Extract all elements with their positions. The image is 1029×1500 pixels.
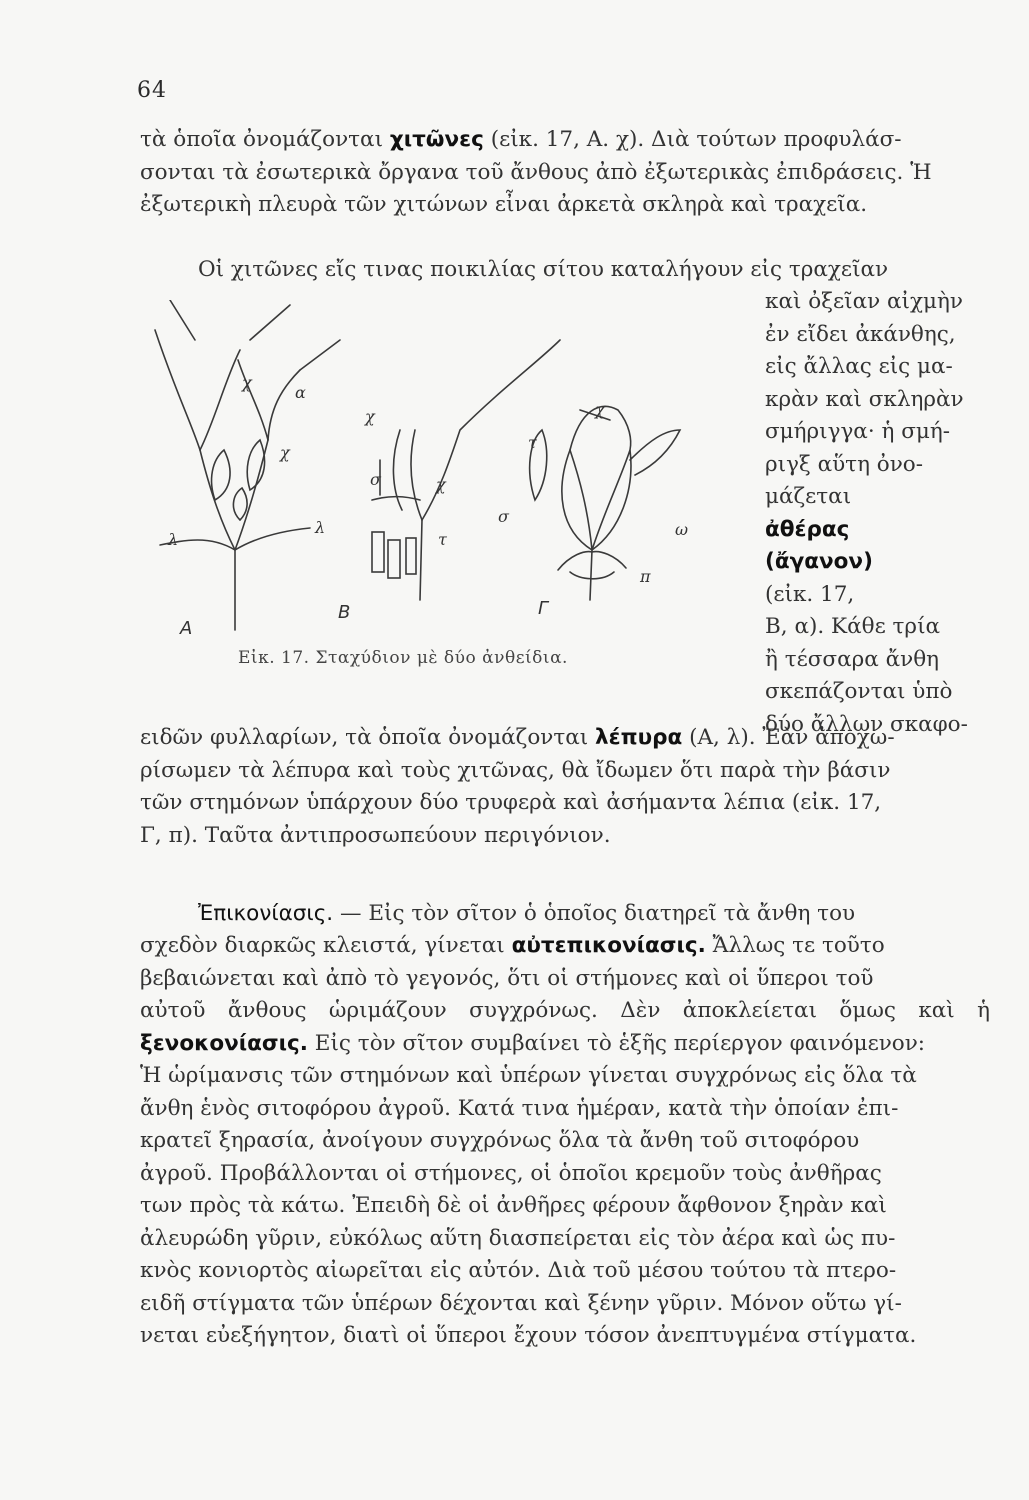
spikelet-illustration [140, 300, 750, 660]
text-line: τὰ ὁποῖα ὀνομάζονται χιτῶνες (εἰκ. 17, Α. χ). Διὰ τούτων προφυλάσ- [140, 127, 902, 152]
fig-label-tau: τ [528, 433, 537, 452]
text-line: ἀλευρώδη γῦριν, εὐκόλως αὕτη διασπείρεται εἰς τὸν ἀέρα καὶ ὡς πυ- [140, 1225, 896, 1251]
text-line: των πρὸς τὰ κάτω. Ἐπειδὴ δὲ οἱ ἀνθῆρες φέρουν ἄφθονον ξηρὰν καὶ [140, 1193, 887, 1218]
figure-wheat-spikelet [140, 300, 750, 660]
term-xenokoniasis: ξενοκονίασις. [140, 1030, 308, 1056]
panel-label-c: Γ [538, 598, 549, 619]
panel-label-b: Β [338, 602, 351, 623]
text-line: ρίσωμεν τὰ λέπυρα καὶ τοὺς χιτῶνας, θὰ ἴδωμεν ὅτι παρὰ τὴν βάσιν [140, 757, 891, 783]
paragraph-atheras-first-line [140, 254, 990, 287]
term-chitones: χιτῶνες [389, 127, 484, 152]
term-aganon: (ἄγανον) [765, 549, 873, 574]
fig-label-chi: χ [365, 407, 375, 426]
text-line: ἐξωτερικὴ πλευρὰ τῶν χιτώνων εἶναι ἀρκετὰ σκληρὰ καὶ τραχεῖα. [140, 192, 868, 217]
term-lepyra: λέπυρα [595, 725, 683, 750]
fig-label-lambda: λ [315, 518, 326, 537]
panel-c-drawing [530, 406, 680, 600]
fig-label-sigma: σ [370, 470, 381, 489]
term-autepikoniasis: αὐτεπικονίασις. [511, 933, 706, 958]
text-line: νεται εὐεξήγητον, διατὶ οἱ ὕπεροι ἔχουν τόσον ἀνεπτυγμένα στίγματα. [140, 1323, 917, 1348]
text-line: ειδῶν φυλλαρίων, τὰ ὁποῖα ὀνομάζονται λέπυρα (Α, λ). Ἐὰν ἀποχω- [140, 725, 895, 750]
fig-label-chi: χ [242, 373, 252, 392]
text-line: ἀγροῦ. Προβάλλονται οἱ στήμονες, οἱ ὁποῖοι κρεμοῦν τοὺς ἀνθῆρας [140, 1160, 882, 1186]
text-line: Γ, π). Ταῦτα ἀντιπροσωπεύουν περιγόνιον. [140, 822, 611, 848]
text-line: αὐτοῦ ἄνθους ὡριμάζουν συγχρόνως. Δὲν ἀποκλείεται ὅμως καὶ ἡ ξενοκονίασις. Εἰς τὸν σῖτον συμβαίνει τὸ ἑξῆς περίεργον φαινόμενον: [140, 998, 990, 1056]
fig-label-pi: π [640, 567, 651, 586]
wrapped-text-column: καὶ ὀξεῖαν αἰχμὴν ἐν εἴδει ἀκάνθης, εἰς ἄλλας εἰς μα- κρὰν καὶ σκληρὰν σμήριγγα· ἡ σμή- ριγξ αὕτη ὀνο- μάζεται ἀθέρας (ἄγανον) (εἰκ. 17, Β, α). Κάθε τρία ἢ τέσσαρα ἄνθη σκεπάζονται ὑπὸ δύο ἄλλων σκαφο- [765, 289, 968, 737]
fig-label-chi: χ [280, 443, 290, 462]
text-line: κρατεῖ ξηρασία, ἀνοίγουν συγχρόνως ὅλα τὰ ἄνθη τοῦ σιτοφόρου [140, 1128, 860, 1153]
text-line: τῶν στημόνων ὑπάρχουν δύο τρυφερὰ καὶ ἀσήμαντα λέπια (εἰκ. 17, [140, 790, 882, 815]
page-number: 64 [137, 78, 167, 103]
fig-label-lambda: λ [168, 530, 179, 549]
text-line: ἄνθη ἑνὸς σιτοφόρου ἀγροῦ. Κατά τινα ἡμέραν, κατὰ τὴν ὁποίαν ἐπι- [140, 1095, 899, 1121]
text-line: Ἐπικονίασις. — Εἰς τὸν σῖτον ὁ ὁποῖος διατηρεῖ τὰ ἄνθη του [198, 901, 856, 926]
section-heading-epikoniasis: Ἐπικονίασις. [198, 901, 334, 926]
panel-b-drawing [372, 340, 560, 600]
text-line: σχεδὸν διαρκῶς κλειστά, γίνεται αὐτεπικονίασις. Ἄλλως τε τοῦτο [140, 933, 885, 958]
fig-label-chi: χ [436, 475, 446, 494]
figure-caption: Εἰκ. 17. Σταχύδιον μὲ δύο ἀνθείδια. [238, 648, 568, 668]
fig-label-chi: χ [595, 400, 605, 419]
panel-label-a: Α [180, 618, 193, 639]
paragraph-pollination-body [140, 930, 990, 1353]
text-line: κνὸς κονιορτὸς αἰωρεῖται εἰς αὐτόν. Διὰ τοῦ μέσου τούτου τὰ πτερο- [140, 1258, 897, 1283]
text-line: ειδῆ στίγματα τῶν ὑπέρων δέχονται καὶ ξένην γῦριν. Μόνον οὕτω γί- [140, 1290, 902, 1316]
fig-label-omega: ω [675, 520, 689, 539]
text-line: βεβαιώνεται καὶ ἀπὸ τὸ γεγονός, ὅτι οἱ στήμονες καὶ οἱ ὕπεροι τοῦ [140, 965, 874, 991]
fig-label-alpha: α [295, 383, 306, 402]
text-line: σονται τὰ ἐσωτερικὰ ὄργανα τοῦ ἄνθους ἀπὸ ἐξωτερικὰς ἐπιδράσεις. Ἡ [140, 159, 932, 185]
fig-label-tau: τ [438, 530, 447, 549]
paragraph-pollination [140, 898, 990, 931]
text-line: Ἡ ὡρίμανσις τῶν στημόνων καὶ ὑπέρων γίνεται συγχρόνως εἰς ὅλα τὰ [140, 1063, 917, 1088]
panel-a-drawing [155, 300, 340, 630]
fig-label-sigma: σ [498, 507, 509, 526]
text-line: Οἱ χιτῶνες εἴς τινας ποικιλίας σίτου καταλήγουν εἰς τραχεῖαν [198, 257, 889, 282]
paragraph-lepyra [140, 722, 990, 852]
term-atheras: ἀθέρας [765, 516, 850, 542]
paragraph-chitones [140, 124, 990, 222]
